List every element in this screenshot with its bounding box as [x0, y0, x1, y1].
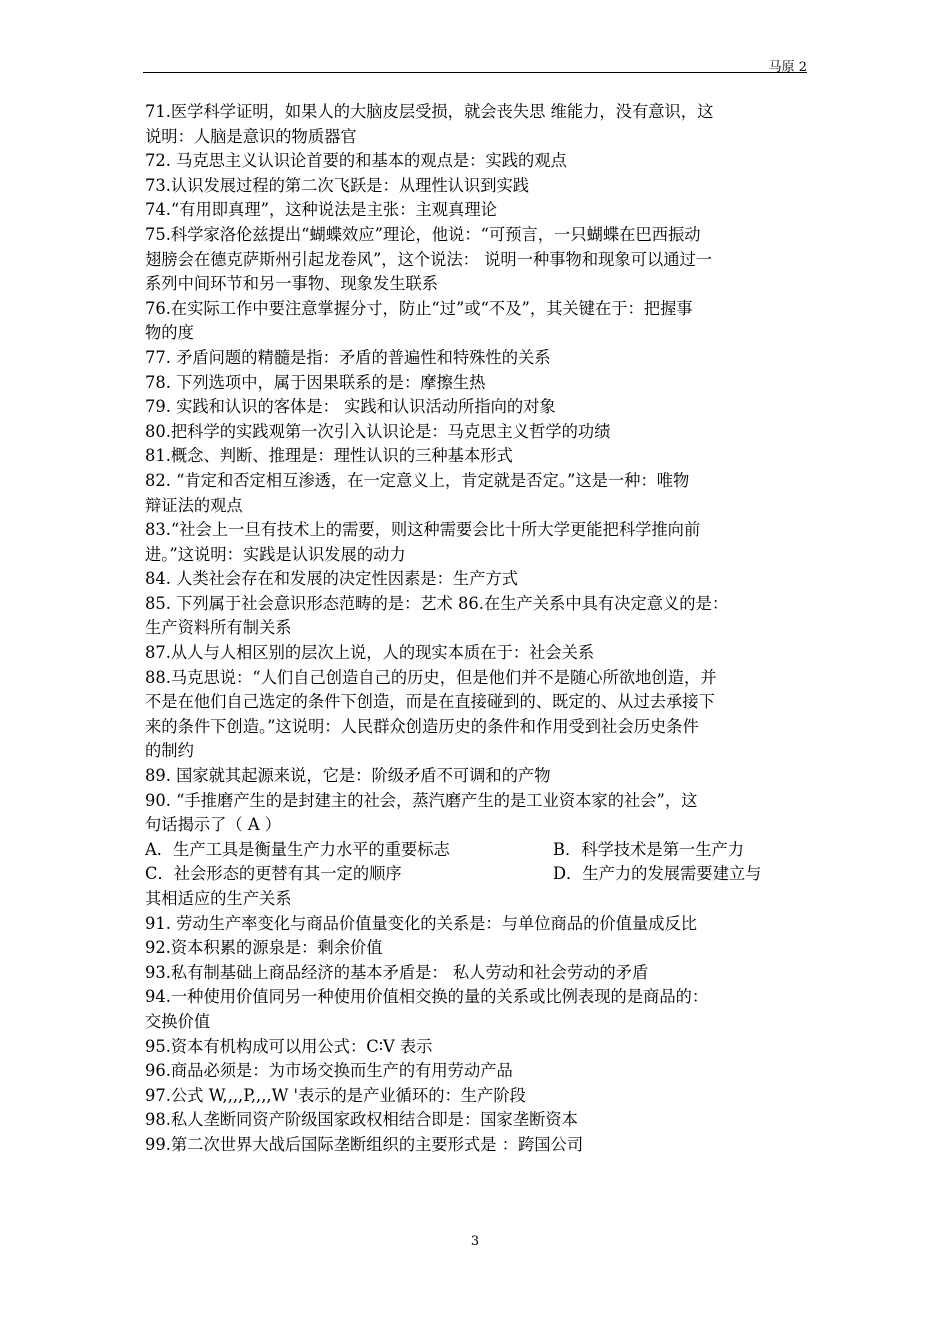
text-line: 84. 人类社会存在和发展的决定性因素是：生产方式 [145, 569, 518, 589]
text-line: 99.第二次世界大战后国际垄断组织的主要形式是 ：跨国公司 [145, 1134, 584, 1154]
option-b: B．科学技术是第一生产力 [553, 839, 745, 859]
option-d-continuation: 其相适应的生产关系 [145, 889, 292, 908]
text-line: 辩证法的观点 [145, 495, 243, 515]
text-line: 说明：人脑是意识的物质器官 [145, 126, 357, 146]
text-line: 系列中间环节和另一事物、现象发生联系 [145, 274, 439, 294]
document-body [145, 100, 809, 1158]
text-line: 76.在实际工作中要注意掌握分寸，防止“过”或“不及”，其关键在于：把握事 [145, 298, 693, 318]
text-line: 77. 矛盾问题的精髓是指：矛盾的普遍性和特殊性的关系 [145, 347, 551, 367]
text-line: 来的条件下创造。”这说明：人民群众创造历史的条件和作用受到社会历史条件 [145, 716, 699, 736]
text-line: 91. 劳动生产率变化与商品价值量变化的关系是：与单位商品的价值量成反比 [145, 913, 698, 933]
options-row-ab [145, 838, 809, 863]
text-line: 80.把科学的实践观第一次引入认识论是：马克思主义哲学的功绩 [145, 421, 611, 441]
text-line: 73.认识发展过程的第二次飞跃是：从理性认识到实践 [145, 175, 530, 195]
header-title: 马原 2 [768, 60, 807, 75]
options-row-cd [145, 862, 809, 887]
text-line: 90. “手推磨产生的是封建主的社会，蒸汽磨产生的是工业资本家的社会”，这 [145, 790, 698, 810]
text-line: 87.从人与人相区别的层次上说，人的现实本质在于：社会关系 [145, 643, 595, 663]
option-c: C．社会形态的更替有其一定的顺序 [145, 864, 402, 884]
text-line: 句话揭示了（ A ） [145, 815, 282, 835]
text-line: 生产资料所有制关系 [145, 618, 292, 638]
text-line: 81.概念、判断、推理是：理性认识的三种基本形式 [145, 446, 513, 466]
option-a: A．生产工具是衡量生产力水平的重要标志 [145, 839, 450, 859]
text-line: 进。”这说明：实践是认识发展的动力 [145, 544, 406, 564]
text-line: 71.医学科学证明，如果人的大脑皮层受损，就会丧失思 维能力，没有意识，这 [145, 102, 714, 121]
text-line: 翅膀会在德克萨斯州引起龙卷风”，这个说法： 说明一种事物和现象可以通过一 [145, 249, 713, 269]
text-line: 93.私有制基础上商品经济的基本矛盾是： 私人劳动和社会劳动的矛盾 [145, 962, 649, 982]
header-rule [143, 72, 807, 73]
text-line: 85. 下列属于社会意识形态范畴的是：艺术 86.在生产关系中具有决定意义的是： [145, 593, 729, 613]
text-line: 物的度 [145, 323, 194, 343]
text-line: 不是在他们自己选定的条件下创造，而是在直接碰到的、既定的、从过去承接下 [145, 692, 715, 712]
text-line: 78. 下列选项中，属于因果联系的是：摩擦生热 [145, 372, 486, 392]
text-line: 74.“有用即真理”，这种说法是主张：主观真理论 [145, 200, 497, 220]
text-line: 交换价值 [145, 1011, 211, 1031]
text-line: 94.一种使用价值同另一种使用价值相交换的量的关系或比例表现的是商品的： [145, 987, 709, 1007]
text-line: 95.资本有机构成可以用公式：C∶V 表示 [145, 1036, 433, 1056]
text-line: 98.私人垄断同资产阶级国家政权相结合即是：国家垄断资本 [145, 1110, 578, 1130]
text-line: 97.公式 W,,,,P,,,,W '表示的是产业循环的：生产阶段 [145, 1085, 526, 1105]
text-line: 79. 实践和认识的客体是： 实践和认识活动所指向的对象 [145, 397, 556, 417]
text-line: 82. “肯定和否定相互渗透，在一定意义上，肯定就是否定。”这是一种：唯物 [145, 470, 690, 490]
text-line: 89. 国家就其起源来说，它是：阶级矛盾不可调和的产物 [145, 766, 551, 786]
text-line: 的制约 [145, 741, 194, 761]
text-line: 92.资本积累的源泉是：剩余价值 [145, 938, 383, 958]
text-line: 88.马克思说：“人们自己创造自己的历史，但是他们并不是随心所欲地创造，并 [145, 667, 717, 687]
text-line: 72. 马克思主义认识论首要的和基本的观点是：实践的观点 [145, 151, 567, 171]
text-line: 96.商品必须是：为市场交换而生产的有用劳动产品 [145, 1061, 513, 1081]
option-d: D．生产力的发展需要建立与 [553, 864, 762, 884]
text-line: 83.“社会上一旦有技术上的需要，则这种需要会比十所大学更能把科学推向前 [145, 520, 701, 540]
text-line: 75.科学家洛伦兹提出“蝴蝶效应”理论，他说：“可预言，一只蝴蝶在巴西振动 [145, 224, 701, 244]
page-number: 3 [470, 1234, 480, 1249]
